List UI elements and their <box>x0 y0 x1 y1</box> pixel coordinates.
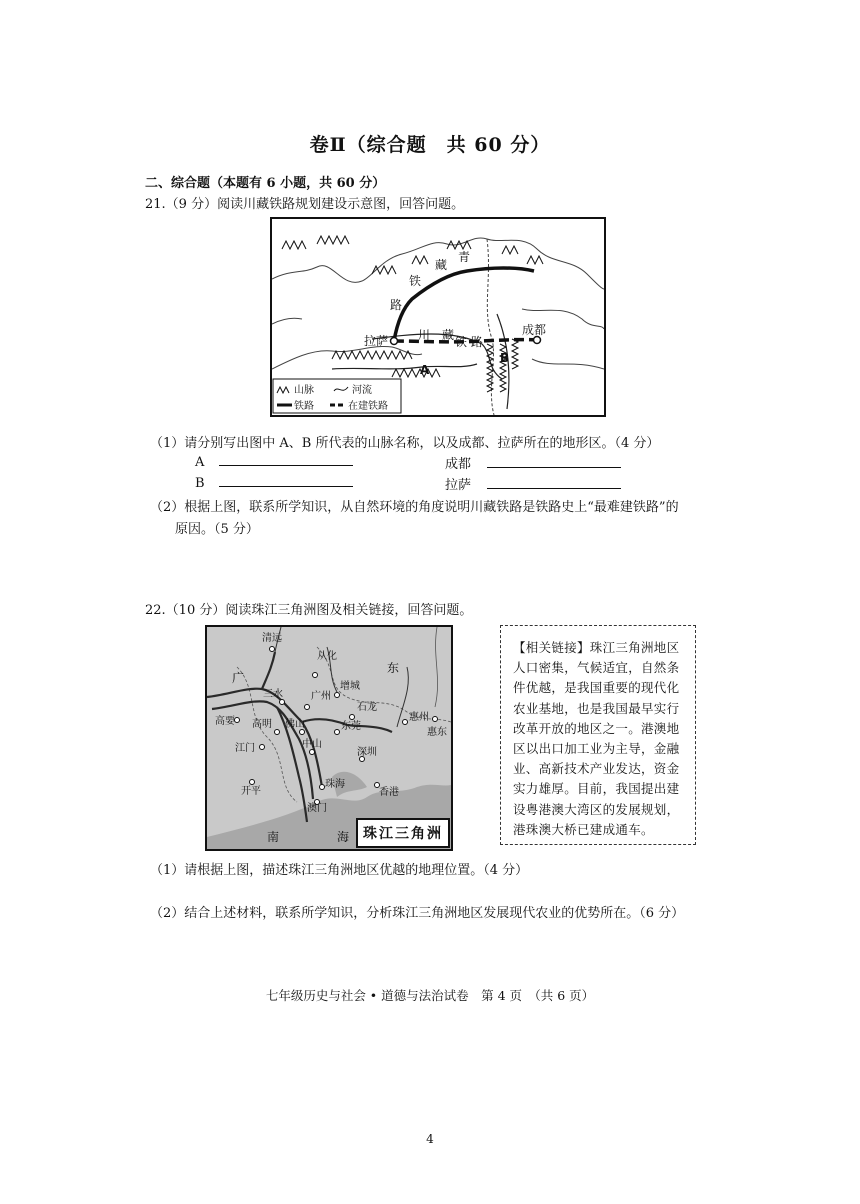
blank-label-lhasa: 拉萨 <box>445 478 472 493</box>
legend-railway: 铁路 <box>294 401 314 412</box>
pearl-river-delta-map <box>205 625 453 851</box>
railway-map-svg <box>272 219 604 415</box>
label-gaoming: 高明 <box>252 719 272 730</box>
legend-mountain: 山脉 <box>294 385 314 396</box>
label-foshan: 佛山 <box>285 719 305 730</box>
label-conghua: 从化 <box>317 651 337 662</box>
question-21-stem: 21.（9 分）阅读川藏铁路规划建设示意图，回答问题。 <box>145 197 465 212</box>
label-guang: 广 <box>232 671 245 685</box>
label-huidong: 惠东 <box>427 727 447 738</box>
sichuan-tibet-railway-map <box>270 217 606 417</box>
blank-label-a: A <box>195 455 205 470</box>
blank-label-chengdu: 成都 <box>445 457 472 472</box>
label-lhasa: 拉萨 <box>364 334 389 348</box>
border-line <box>532 359 604 369</box>
label-hai: 海 <box>337 830 350 844</box>
question-22-sub1: （1）请根据上图，描述珠江三角洲地区优越的地理位置。（4 分） <box>150 863 529 878</box>
label-zhongshan: 中山 <box>302 739 322 750</box>
border-line <box>317 647 451 722</box>
river-tributaries <box>275 627 408 727</box>
label-chengdu: 成都 <box>522 323 547 337</box>
legend-river: 河流 <box>352 385 372 396</box>
label-dong: 东 <box>387 661 400 675</box>
page-number: 4 <box>426 1132 434 1146</box>
label-sanshui: 三水 <box>263 689 283 700</box>
label-chuanzang: 川 藏 <box>418 328 455 342</box>
link-line: 人口密集，气候适宜，自然条 <box>513 660 680 676</box>
label-huizhou: 惠州 <box>409 712 429 723</box>
label-guangzhou: 广州 <box>311 691 331 702</box>
link-line: 区以出口加工业为主导，金融 <box>513 741 680 757</box>
link-line: 【相关链接】珠江三角洲地区 <box>513 640 680 655</box>
map-title: 珠江三角洲 <box>363 826 443 842</box>
chengdu-marker <box>534 337 541 344</box>
answer-row-b <box>195 474 353 491</box>
answer-blank-a[interactable] <box>219 453 353 466</box>
label-gaoyao: 高要 <box>215 716 235 727</box>
link-line: 设粤港澳大湾区的发展规划， <box>513 801 680 817</box>
answer-row-chengdu <box>445 453 621 472</box>
border-line <box>435 627 438 707</box>
question-22-stem: 22.（10 分）阅读珠江三角洲图及相关链接，回答问题。 <box>145 603 473 618</box>
label-zang: 藏 <box>435 258 448 272</box>
lhasa-marker <box>391 338 398 345</box>
delta-map-svg <box>207 627 451 849</box>
answer-row-lhasa <box>445 474 621 493</box>
label-qingyuan: 清远 <box>262 633 282 644</box>
section-heading: 二、综合题（本题有 6 小题，共 60 分） <box>145 176 386 191</box>
label-tielu: 铁 路 <box>455 335 483 349</box>
page-footer: 七年级历史与社会 • 道德与法治试卷 第 4 页 （共 6 页） <box>265 988 595 1003</box>
paper-title: 卷Ⅱ（综合题 共 60 分） <box>309 134 551 156</box>
question-22-sub2: （2）结合上述材料，联系所学知识，分析珠江三角洲地区发展现代农业的优势所在。（6 分） <box>150 906 685 921</box>
question-21-sub2-line1: （2）根据上图，联系所学知识，从自然环境的角度说明川藏铁路是铁路史上“最难建铁路”的 <box>150 500 679 515</box>
question-21-sub2-line2: 原因。（5 分） <box>175 522 259 537</box>
label-a: A <box>420 363 430 377</box>
mountain-range-b <box>487 339 518 392</box>
answer-row-a <box>195 453 353 470</box>
legend-building: 在建铁路 <box>348 401 388 412</box>
river-line <box>332 364 477 369</box>
label-tie: 铁 <box>409 274 422 288</box>
label-xianggang: 香港 <box>379 787 399 798</box>
link-line: 港珠澳大桥已建成通车。 <box>513 821 654 837</box>
blank-label-b: B <box>195 476 205 491</box>
question-21-sub1: （1）请分别写出图中 A、B 所代表的山脉名称，以及成都、拉萨所在的地形区。（4 分） <box>150 436 660 451</box>
label-dongguan: 东莞 <box>341 721 361 732</box>
label-shenzhen: 深圳 <box>357 747 377 758</box>
link-line: 件优越，是我国重要的现代化 <box>513 680 680 696</box>
link-line: 改革开放的地区之一。港澳地 <box>513 720 680 736</box>
answer-blank-b[interactable] <box>219 474 353 487</box>
label-nan: 南 <box>267 830 280 844</box>
answer-blank-chengdu[interactable] <box>487 455 621 468</box>
label-shilong: 石龙 <box>357 702 377 713</box>
label-zhuhai: 珠海 <box>325 779 345 790</box>
label-qing: 青 <box>458 250 471 264</box>
link-line: 农业基地，也是我国最早实行 <box>513 700 680 716</box>
label-lu: 路 <box>390 298 403 312</box>
label-zengcheng: 增城 <box>340 681 360 692</box>
related-link-box <box>500 625 696 845</box>
label-jiangmen: 江门 <box>235 743 255 754</box>
label-kaiping: 开平 <box>241 786 261 797</box>
border-line <box>272 318 302 324</box>
answer-blank-lhasa[interactable] <box>487 476 621 489</box>
label-aomen: 澳门 <box>307 803 327 814</box>
link-line: 业、高新技术产业发达，资金 <box>513 761 680 777</box>
link-line: 实力雄厚。目前，我国提出建 <box>513 781 680 797</box>
label-b: B <box>500 351 510 365</box>
